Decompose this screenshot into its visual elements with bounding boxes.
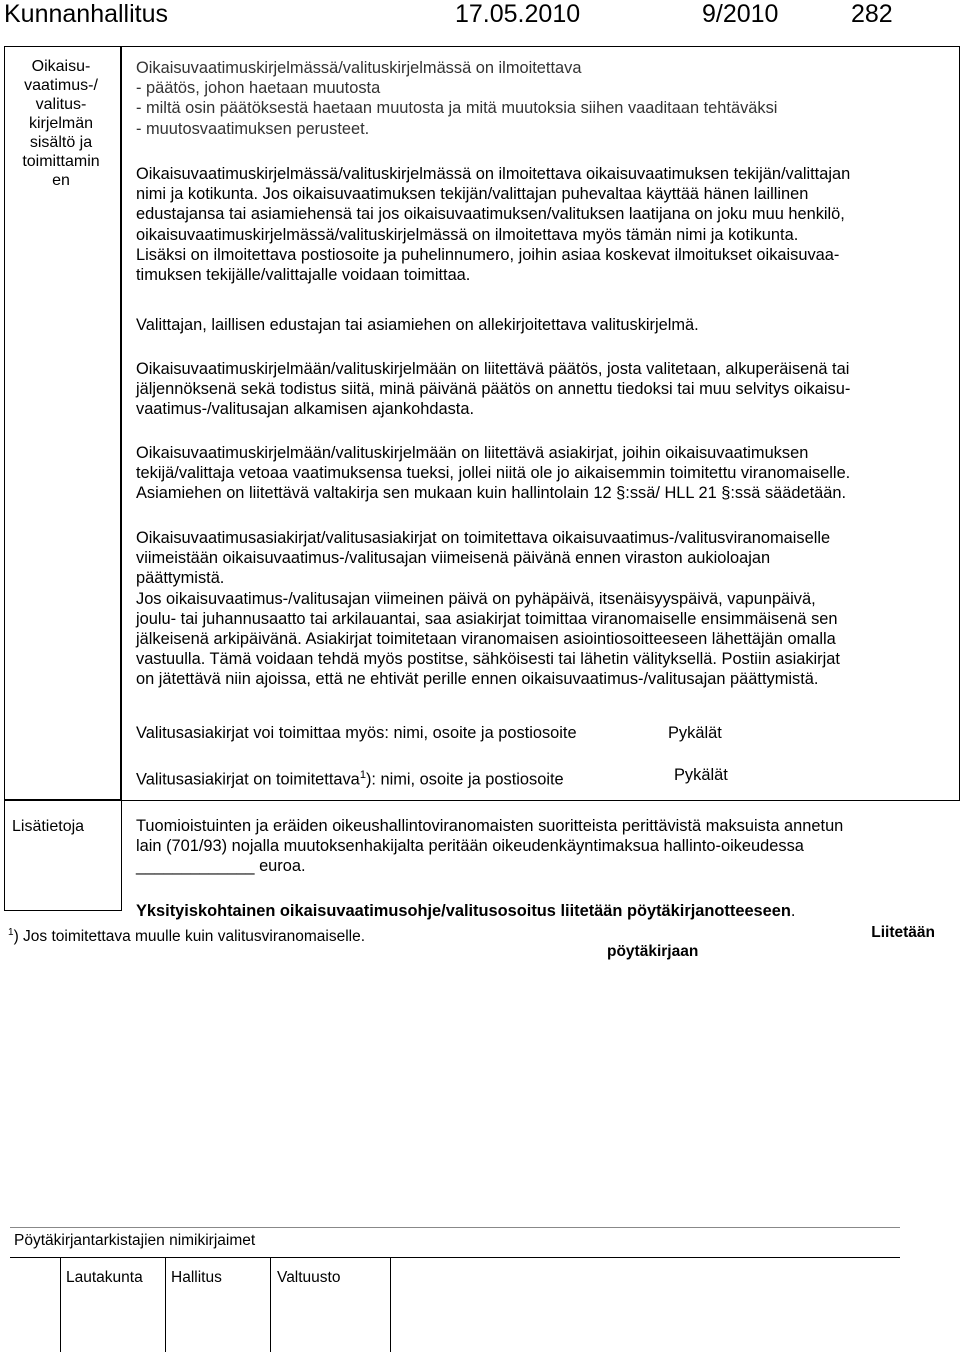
text-line: Oikaisuvaatimuskirjelmään/valituskirjelmään on liitettävä päätös, josta valitetaan, alkuperäisenä tai xyxy=(136,360,850,378)
footnote xyxy=(8,923,953,946)
text-line xyxy=(136,856,951,876)
info-sidebar-cell xyxy=(4,799,122,911)
text-line: Valittajan, laillisen edustajan tai asiamiehen on allekirjoitettava valituskirjelmä. xyxy=(136,316,699,334)
text-line: Lisäksi on ilmoitettava postiosoite ja puhelinnumero, joihin asiaa koskevat ilmoitukset oikaisuvaa- xyxy=(136,245,840,264)
paragraph-delivery-deadline xyxy=(136,528,951,690)
signature-rule xyxy=(60,1257,390,1258)
text-line: päättymistä. xyxy=(136,569,225,588)
sidebar-content-label xyxy=(6,57,116,190)
sidebar-label-line: toimittamin xyxy=(22,153,100,170)
appeal-instructions-note xyxy=(136,901,951,921)
delivery-label-a: Valitusasiakirjat on toimitettava xyxy=(136,770,360,789)
attachment-note-2: pöytäkirjaan xyxy=(607,943,699,960)
text-line: viimeistään oikaisuvaatimus-/valitusajan viimeisenä päivänä ennen viraston aukioloajan xyxy=(136,549,771,568)
signature-col-hallitus: Hallitus xyxy=(171,1269,222,1286)
signature-divider xyxy=(390,1257,391,1352)
appeal-instructions-period: . xyxy=(790,902,796,920)
text-line: tekijä/valittaja vetoaa vaatimuksensa tueksi, jollei niitä ole jo aikaisemmin toimitettu viranomaiselle. xyxy=(136,464,851,483)
info-label-text: Lisätietoja xyxy=(12,818,85,835)
sidebar-label-line: sisältö ja xyxy=(29,134,93,151)
fee-unit: euroa. xyxy=(254,857,306,876)
text-line: Asiamiehen on liitettävä valtakirja sen mukaan kuin hallintolain 12 §:ssä/ HLL 21 §:ssä säädetään. xyxy=(136,484,847,503)
sidebar-label-line: valitus- xyxy=(35,96,87,113)
appeal-instructions-text: Yksityiskohtainen oikaisuvaatimusohje/valitusosoitus liitetään pöytäkirjanotteeseen xyxy=(136,902,791,920)
text-line: - miltä osin päätöksestä haetaan muutosta ja mitä muutoksia siihen vaaditaan tehtäväksi xyxy=(136,99,778,118)
fee-info xyxy=(136,816,951,877)
signature-rule xyxy=(390,1257,900,1258)
text-line: vaatimus-/valitusajan alkamisen ajankohdasta. xyxy=(136,400,475,419)
delivery-label-b: ): nimi, osoite ja postiosoite xyxy=(365,770,564,789)
sidebar-label-line: vaatimus-/ xyxy=(24,77,98,94)
text-line: Oikaisuvaatimuskirjelmässä/valituskirjelmässä on ilmoitettava xyxy=(136,59,582,77)
meeting-number: 9/2010 xyxy=(702,0,779,28)
text-line: - muutosvaatimuksen perusteet. xyxy=(136,119,370,138)
sidebar-label-line: en xyxy=(52,172,70,189)
signature-top-rule xyxy=(10,1227,900,1228)
paragraph-attachments-decision xyxy=(136,359,951,420)
alt-delivery-sections: Pykälät xyxy=(668,724,722,742)
text-line: timuksen tekijälle/valittajalle voidaan toimittaa. xyxy=(136,266,471,285)
sidebar-label-line: Oikaisu- xyxy=(31,58,91,75)
text-line: Tuomioistuinten ja eräiden oikeushallintoviranomaisten suoritteista perittävistä maksuista annetun xyxy=(136,817,844,835)
text-line: nimi ja kotikunta. Jos oikaisuvaatimuksen tekijän/valittajan puhevaltaa käyttää hänen laillinen xyxy=(136,185,809,204)
signature-divider xyxy=(270,1257,271,1352)
footnote-text: ) Jos toimitettava muulle kuin valitusviranomaiselle. xyxy=(13,928,366,946)
appeal-instructions-line xyxy=(136,901,951,921)
footnote-line xyxy=(8,928,365,945)
signature-title: Pöytäkirjantarkistajien nimikirjaimet xyxy=(14,1232,256,1249)
text-line: on jätettävä niin ajoissa, että ne ehtivät perille ennen oikaisuvaatimus-/valitusajan päättymistä. xyxy=(136,670,819,689)
text-line: jälkeisenä arkipäivänä. Asiakirjat toimitetaan viranomaisen asiointiosoitteeseen lähettäjän omalla xyxy=(136,630,836,649)
text-line: jäljennöksenä sekä todistus siitä, minä päivänä päätös on annettu tiedoksi tai muu selvitys oikaisu- xyxy=(136,380,851,399)
alt-delivery-label: Valitusasiakirjat voi toimittaa myös: nimi, osoite ja postiosoite xyxy=(136,724,577,742)
paragraph-required-contents xyxy=(136,58,951,139)
text-line: oikaisuvaatimuskirjelmässä/valituskirjelmässä on ilmoitettava myös tämän nimi ja kotikunta. xyxy=(136,225,799,244)
info-label xyxy=(12,817,122,836)
signature-col-lautakunta: Lautakunta xyxy=(66,1269,143,1286)
alt-delivery-row xyxy=(136,723,722,743)
signature-divider xyxy=(165,1257,166,1352)
text-line: lain (701/93) nojalla muutoksenhakijalta peritään oikeudenkäyntimaksua hallinto-oikeudessa xyxy=(136,837,804,856)
fee-blank: _____________ xyxy=(136,857,255,876)
meeting-date: 17.05.2010 xyxy=(455,0,581,28)
text-line: Jos oikaisuvaatimus-/valitusajan viimeinen päivä on pyhäpäivä, itsenäisyyspäivä, vapunpäivä, xyxy=(136,589,816,608)
footnote-ref: 1 xyxy=(359,769,366,781)
footnote-mark: 1 xyxy=(8,927,14,938)
signature-col-valtuusto: Valtuusto xyxy=(277,1269,341,1286)
text-line: vastuulla. Tämä voidaan tehdä myös postitse, sähköisesti tai lähetin välityksellä. Postiin asiakirjat xyxy=(136,650,840,669)
paragraph-signature-requirement xyxy=(136,315,951,335)
paragraph-appellant-info xyxy=(136,164,951,285)
text-line: Oikaisuvaatimuskirjelmässä/valituskirjelmässä on ilmoitettava oikaisuvaatimuksen tekijän/valittajan xyxy=(136,165,851,183)
text-line: joulu- tai juhannusaatto tai arkilauantai, saa asiakirjat toimittaa viranomaiselle ensimmäisenä sen xyxy=(136,609,838,628)
text-line: Oikaisuvaatimusasiakirjat/valitusasiakirjat on toimitettava oikaisuvaatimus-/valitusviranomaiselle xyxy=(136,529,831,547)
page-number: 282 xyxy=(851,0,893,28)
sidebar-label-line: kirjelmän xyxy=(28,115,93,132)
text-line: - päätös, johon haetaan muutosta xyxy=(136,79,381,98)
text-line: edustajansa tai asiamiehensä tai jos oikaisuvaatimuksen/valituksen laatijana on joku muu henkilö, xyxy=(136,205,845,224)
delivery-row xyxy=(136,765,728,789)
org-name: Kunnanhallitus xyxy=(4,0,169,28)
signature-divider xyxy=(60,1257,61,1352)
paragraph-attachments-documents xyxy=(136,443,951,504)
signature-rule xyxy=(10,1257,60,1258)
page-header xyxy=(0,0,960,36)
delivery-sections: Pykälät xyxy=(674,766,728,784)
text-line: Oikaisuvaatimuskirjelmään/valituskirjelmään on liitettävä asiakirjat, joihin oikaisuvaatimuksen xyxy=(136,444,809,462)
attachment-note: Liitetään xyxy=(871,924,935,941)
